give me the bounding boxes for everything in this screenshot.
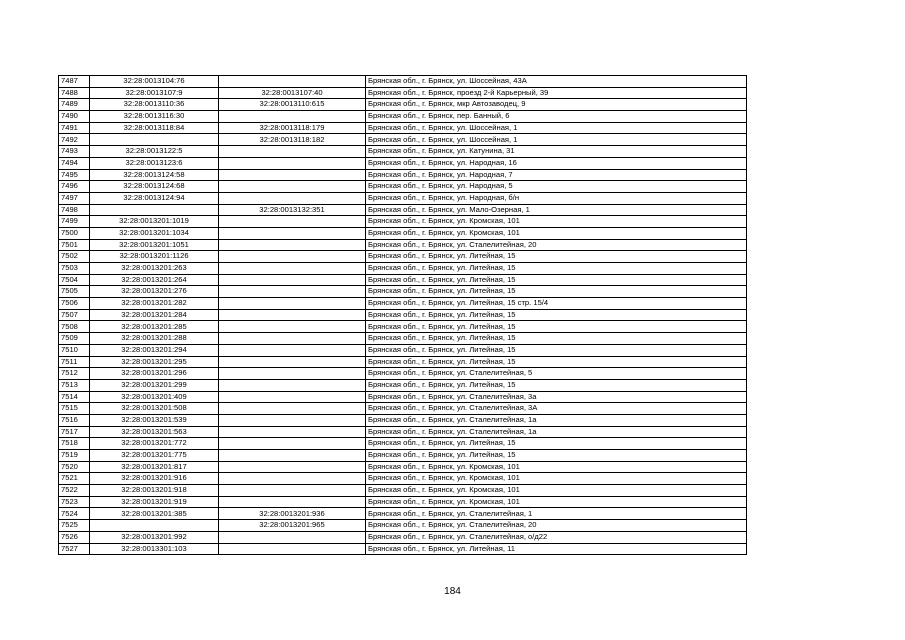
address-cell: Брянская обл., г. Брянск, ул. Литейная, 15: [366, 251, 747, 263]
cadastral-number-building-cell: [219, 461, 366, 473]
table-row: [59, 496, 747, 508]
table-row: [59, 122, 747, 134]
address-cell: Брянская обл., г. Брянск, ул. Литейная, 15: [366, 309, 747, 321]
cadastral-number-land-cell: 32:28:0013201:285: [90, 321, 219, 333]
cadastral-number-land-cell: 32:28:0013201:1126: [90, 251, 219, 263]
row-number-cell: 7509: [59, 333, 90, 345]
cadastral-number-building-cell: [219, 473, 366, 485]
address-cell: Брянская обл., г. Брянск, ул. Сталелитейная, 1а: [366, 414, 747, 426]
cadastral-number-land-cell: 32:28:0013201:775: [90, 450, 219, 462]
cadastral-number-building-cell: 32:28:0013107:40: [219, 87, 366, 99]
row-number-cell: 7505: [59, 286, 90, 298]
row-number-cell: 7493: [59, 146, 90, 158]
row-number-cell: 7525: [59, 520, 90, 532]
cadastral-number-building-cell: [219, 426, 366, 438]
table-row: [59, 134, 747, 146]
cadastral-number-land-cell: 32:28:0013201:539: [90, 414, 219, 426]
address-cell: Брянская обл., г. Брянск, ул. Сталелитейная, 5: [366, 368, 747, 380]
table-row: [59, 391, 747, 403]
cadastral-number-building-cell: [219, 111, 366, 123]
cadastral-number-building-cell: [219, 543, 366, 555]
row-number-cell: 7527: [59, 543, 90, 555]
cadastral-number-building-cell: [219, 414, 366, 426]
table-row: [59, 403, 747, 415]
cadastral-number-land-cell: 32:28:0013201:409: [90, 391, 219, 403]
cadastral-number-building-cell: [219, 216, 366, 228]
table-row: [59, 251, 747, 263]
address-cell: Брянская обл., г. Брянск, ул. Сталелитейная, 20: [366, 520, 747, 532]
address-cell: Брянская обл., г. Брянск, ул. Катунина, 31: [366, 146, 747, 158]
row-number-cell: 7511: [59, 356, 90, 368]
address-cell: Брянская обл., г. Брянск, ул. Кромская, 101: [366, 216, 747, 228]
cadastral-number-building-cell: [219, 403, 366, 415]
table-row: [59, 473, 747, 485]
row-number-cell: 7517: [59, 426, 90, 438]
cadastral-number-building-cell: [219, 298, 366, 310]
cadastral-table: [58, 75, 747, 555]
address-cell: Брянская обл., г. Брянск, ул. Литейная, 15: [366, 333, 747, 345]
cadastral-number-building-cell: [219, 146, 366, 158]
cadastral-number-building-cell: [219, 274, 366, 286]
address-cell: Брянская обл., г. Брянск, ул. Шоссейная, 1: [366, 134, 747, 146]
cadastral-number-land-cell: 32:28:0013124:94: [90, 192, 219, 204]
cadastral-number-land-cell: 32:28:0013201:1051: [90, 239, 219, 251]
cadastral-number-building-cell: 32:28:0013118:182: [219, 134, 366, 146]
cadastral-number-land-cell: 32:28:0013201:508: [90, 403, 219, 415]
row-number-cell: 7490: [59, 111, 90, 123]
cadastral-number-building-cell: [219, 286, 366, 298]
table-row: [59, 298, 747, 310]
cadastral-number-land-cell: 32:28:0013118:84: [90, 122, 219, 134]
address-cell: Брянская обл., г. Брянск, ул. Кромская, 101: [366, 496, 747, 508]
table-row: [59, 181, 747, 193]
cadastral-number-building-cell: [219, 76, 366, 88]
address-cell: Брянская обл., г. Брянск, ул. Народная, б/н: [366, 192, 747, 204]
table-row: [59, 216, 747, 228]
row-number-cell: 7488: [59, 87, 90, 99]
cadastral-number-building-cell: [219, 321, 366, 333]
cadastral-number-land-cell: 32:28:0013201:817: [90, 461, 219, 473]
cadastral-number-building-cell: [219, 169, 366, 181]
cadastral-number-land-cell: 32:28:0013201:284: [90, 309, 219, 321]
cadastral-number-land-cell: 32:28:0013201:1019: [90, 216, 219, 228]
table-row: [59, 531, 747, 543]
row-number-cell: 7501: [59, 239, 90, 251]
cadastral-number-land-cell: 32:28:0013201:919: [90, 496, 219, 508]
cadastral-number-land-cell: 32:28:0013201:264: [90, 274, 219, 286]
cadastral-number-land-cell: 32:28:0013122:5: [90, 146, 219, 158]
cadastral-number-land-cell: 32:28:0013201:916: [90, 473, 219, 485]
address-cell: Брянская обл., г. Брянск, ул. Литейная, 15: [366, 438, 747, 450]
table-row: [59, 111, 747, 123]
row-number-cell: 7504: [59, 274, 90, 286]
row-number-cell: 7524: [59, 508, 90, 520]
row-number-cell: 7515: [59, 403, 90, 415]
cadastral-number-building-cell: [219, 344, 366, 356]
cadastral-number-land-cell: 32:28:0013124:58: [90, 169, 219, 181]
cadastral-number-building-cell: [219, 379, 366, 391]
table-row: [59, 239, 747, 251]
address-cell: Брянская обл., г. Брянск, ул. Народная, 7: [366, 169, 747, 181]
cadastral-number-building-cell: 32:28:0013118:179: [219, 122, 366, 134]
cadastral-number-building-cell: [219, 485, 366, 497]
address-cell: Брянская обл., г. Брянск, мкр Автозаводец, 9: [366, 99, 747, 111]
cadastral-number-land-cell: 32:28:0013110:36: [90, 99, 219, 111]
cadastral-number-land-cell: [90, 520, 219, 532]
row-number-cell: 7489: [59, 99, 90, 111]
table-row: [59, 520, 747, 532]
table-row: [59, 344, 747, 356]
page-number: 184: [444, 586, 461, 597]
table-row: [59, 485, 747, 497]
table-row: [59, 368, 747, 380]
row-number-cell: 7499: [59, 216, 90, 228]
row-number-cell: 7491: [59, 122, 90, 134]
row-number-cell: 7513: [59, 379, 90, 391]
table-row: [59, 461, 747, 473]
cadastral-number-building-cell: 32:28:0013201:965: [219, 520, 366, 532]
row-number-cell: 7522: [59, 485, 90, 497]
cadastral-number-land-cell: [90, 204, 219, 216]
row-number-cell: 7520: [59, 461, 90, 473]
address-cell: Брянская обл., г. Брянск, ул. Литейная, 15 стр. 15/4: [366, 298, 747, 310]
cadastral-number-land-cell: 32:28:0013201:918: [90, 485, 219, 497]
cadastral-number-land-cell: 32:28:0013301:103: [90, 543, 219, 555]
address-cell: Брянская обл., г. Брянск, ул. Кромская, 101: [366, 485, 747, 497]
address-cell: Брянская обл., г. Брянск, ул. Народная, 16: [366, 157, 747, 169]
table-row: [59, 333, 747, 345]
address-cell: Брянская обл., г. Брянск, ул. Народная, 5: [366, 181, 747, 193]
address-cell: Брянская обл., г. Брянск, ул. Сталелитейная, 3А: [366, 403, 747, 415]
table-row: [59, 309, 747, 321]
table-row: [59, 286, 747, 298]
table-row: [59, 99, 747, 111]
cadastral-number-building-cell: [219, 227, 366, 239]
cadastral-number-land-cell: 32:28:0013201:299: [90, 379, 219, 391]
table-row: [59, 379, 747, 391]
address-cell: Брянская обл., г. Брянск, проезд 2-й Карьерный, 39: [366, 87, 747, 99]
table-row: [59, 169, 747, 181]
cadastral-number-land-cell: 32:28:0013201:294: [90, 344, 219, 356]
row-number-cell: 7518: [59, 438, 90, 450]
cadastral-number-building-cell: [219, 438, 366, 450]
table-row: [59, 76, 747, 88]
address-cell: Брянская обл., г. Брянск, ул. Литейная, 15: [366, 356, 747, 368]
address-cell: Брянская обл., г. Брянск, пер. Банный, 6: [366, 111, 747, 123]
address-cell: Брянская обл., г. Брянск, ул. Сталелитейная, 1: [366, 508, 747, 520]
cadastral-number-land-cell: 32:28:0013201:296: [90, 368, 219, 380]
cadastral-number-land-cell: 32:28:0013201:385: [90, 508, 219, 520]
cadastral-number-building-cell: [219, 309, 366, 321]
cadastral-table-body: [59, 76, 747, 555]
cadastral-number-building-cell: 32:28:0013132:351: [219, 204, 366, 216]
address-cell: Брянская обл., г. Брянск, ул. Литейная, 15: [366, 274, 747, 286]
cadastral-number-land-cell: [90, 134, 219, 146]
row-number-cell: 7521: [59, 473, 90, 485]
address-cell: Брянская обл., г. Брянск, ул. Литейная, 15: [366, 286, 747, 298]
cadastral-number-building-cell: [219, 531, 366, 543]
address-cell: Брянская обл., г. Брянск, ул. Литейная, 15: [366, 344, 747, 356]
table-row: [59, 192, 747, 204]
table-row: [59, 543, 747, 555]
address-cell: Брянская обл., г. Брянск, ул. Сталелитейная, 3а: [366, 391, 747, 403]
cadastral-number-land-cell: 32:28:0013201:295: [90, 356, 219, 368]
row-number-cell: 7496: [59, 181, 90, 193]
table-row: [59, 157, 747, 169]
cadastral-number-building-cell: [219, 356, 366, 368]
cadastral-number-land-cell: 32:28:0013104:76: [90, 76, 219, 88]
cadastral-number-land-cell: 32:28:0013201:282: [90, 298, 219, 310]
address-cell: Брянская обл., г. Брянск, ул. Литейная, 11: [366, 543, 747, 555]
row-number-cell: 7514: [59, 391, 90, 403]
cadastral-number-building-cell: [219, 333, 366, 345]
row-number-cell: 7492: [59, 134, 90, 146]
row-number-cell: 7507: [59, 309, 90, 321]
row-number-cell: 7495: [59, 169, 90, 181]
table-row: [59, 438, 747, 450]
row-number-cell: 7508: [59, 321, 90, 333]
table-row: [59, 508, 747, 520]
cadastral-number-building-cell: 32:28:0013201:936: [219, 508, 366, 520]
cadastral-number-building-cell: [219, 181, 366, 193]
row-number-cell: 7497: [59, 192, 90, 204]
table-row: [59, 321, 747, 333]
cadastral-number-land-cell: 32:28:0013201:772: [90, 438, 219, 450]
cadastral-number-land-cell: 32:28:0013107:9: [90, 87, 219, 99]
table-row: [59, 450, 747, 462]
row-number-cell: 7512: [59, 368, 90, 380]
table-row: [59, 146, 747, 158]
cadastral-number-building-cell: [219, 368, 366, 380]
cadastral-number-building-cell: [219, 251, 366, 263]
row-number-cell: 7523: [59, 496, 90, 508]
address-cell: Брянская обл., г. Брянск, ул. Шоссейная, 1: [366, 122, 747, 134]
address-cell: Брянская обл., г. Брянск, ул. Сталелитейная, 1а: [366, 426, 747, 438]
cadastral-number-land-cell: 32:28:0013201:563: [90, 426, 219, 438]
row-number-cell: 7516: [59, 414, 90, 426]
cadastral-number-building-cell: 32:28:0013110:615: [219, 99, 366, 111]
row-number-cell: 7502: [59, 251, 90, 263]
table-row: [59, 227, 747, 239]
row-number-cell: 7500: [59, 227, 90, 239]
cadastral-number-land-cell: 32:28:0013201:992: [90, 531, 219, 543]
cadastral-number-land-cell: 32:28:0013201:263: [90, 263, 219, 275]
table-row: [59, 414, 747, 426]
table-row: [59, 274, 747, 286]
cadastral-number-land-cell: 32:28:0013116:30: [90, 111, 219, 123]
address-cell: Брянская обл., г. Брянск, ул. Литейная, 15: [366, 321, 747, 333]
address-cell: Брянская обл., г. Брянск, ул. Литейная, 15: [366, 379, 747, 391]
row-number-cell: 7506: [59, 298, 90, 310]
table-row: [59, 204, 747, 216]
row-number-cell: 7510: [59, 344, 90, 356]
cadastral-number-building-cell: [219, 239, 366, 251]
cadastral-number-land-cell: 32:28:0013201:1034: [90, 227, 219, 239]
cadastral-number-building-cell: [219, 450, 366, 462]
row-number-cell: 7487: [59, 76, 90, 88]
row-number-cell: 7526: [59, 531, 90, 543]
table-row: [59, 426, 747, 438]
address-cell: Брянская обл., г. Брянск, ул. Мало-Озерная, 1: [366, 204, 747, 216]
address-cell: Брянская обл., г. Брянск, ул. Сталелитейная, о/д22: [366, 531, 747, 543]
address-cell: Брянская обл., г. Брянск, ул. Кромская, 101: [366, 473, 747, 485]
cadastral-number-building-cell: [219, 391, 366, 403]
cadastral-number-land-cell: 32:28:0013201:276: [90, 286, 219, 298]
table-row: [59, 356, 747, 368]
cadastral-number-land-cell: 32:28:0013123:6: [90, 157, 219, 169]
address-cell: Брянская обл., г. Брянск, ул. Кромская, 101: [366, 461, 747, 473]
cadastral-number-building-cell: [219, 496, 366, 508]
cadastral-number-building-cell: [219, 192, 366, 204]
cadastral-number-building-cell: [219, 157, 366, 169]
address-cell: Брянская обл., г. Брянск, ул. Сталелитейная, 20: [366, 239, 747, 251]
row-number-cell: 7494: [59, 157, 90, 169]
row-number-cell: 7519: [59, 450, 90, 462]
table-row: [59, 263, 747, 275]
row-number-cell: 7503: [59, 263, 90, 275]
cadastral-number-land-cell: 32:28:0013201:288: [90, 333, 219, 345]
address-cell: Брянская обл., г. Брянск, ул. Шоссейная, 43А: [366, 76, 747, 88]
cadastral-number-land-cell: 32:28:0013124:68: [90, 181, 219, 193]
address-cell: Брянская обл., г. Брянск, ул. Литейная, 15: [366, 263, 747, 275]
address-cell: Брянская обл., г. Брянск, ул. Литейная, 15: [366, 450, 747, 462]
table-row: [59, 87, 747, 99]
row-number-cell: 7498: [59, 204, 90, 216]
address-cell: Брянская обл., г. Брянск, ул. Кромская, 101: [366, 227, 747, 239]
cadastral-number-building-cell: [219, 263, 366, 275]
